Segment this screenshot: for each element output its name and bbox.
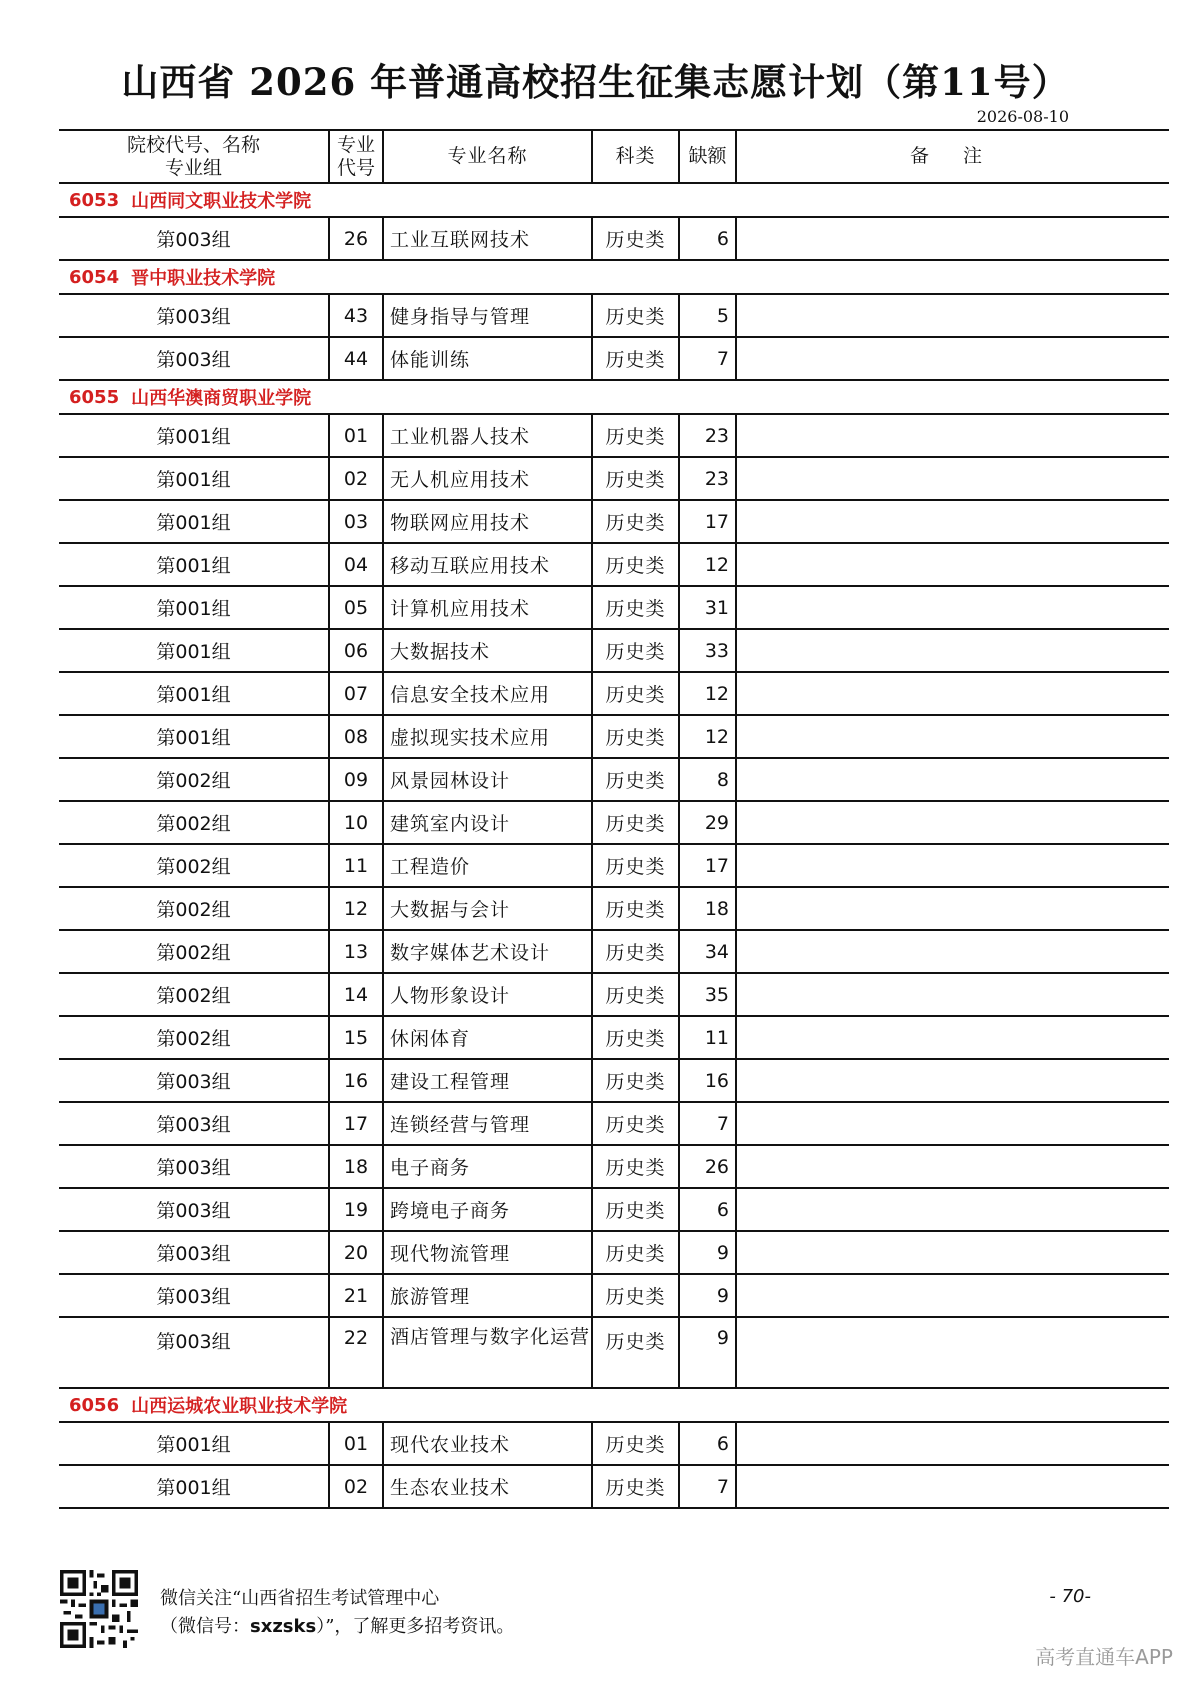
major-code-cell: 16 xyxy=(330,1060,384,1101)
group-cell: 第001组 xyxy=(59,458,330,499)
category-cell: 历史类 xyxy=(593,338,680,379)
group-cell: 第003组 xyxy=(59,1103,330,1144)
major-code-cell: 18 xyxy=(330,1146,384,1187)
remarks-cell xyxy=(737,1466,1169,1507)
group-cell: 第002组 xyxy=(59,974,330,1015)
major-code-cell: 26 xyxy=(330,218,384,259)
group-cell: 第002组 xyxy=(59,802,330,843)
remarks-cell xyxy=(737,1423,1169,1464)
quota-cell: 8 xyxy=(680,759,737,800)
header-remarks: 备 注 xyxy=(909,145,997,167)
category-cell: 历史类 xyxy=(593,218,680,259)
group-cell: 第001组 xyxy=(59,544,330,585)
major-name-cell: 数字媒体艺术设计 xyxy=(384,931,593,972)
category-cell: 历史类 xyxy=(593,1103,680,1144)
remarks-cell xyxy=(737,1017,1169,1058)
remarks-cell xyxy=(737,544,1169,585)
header-school-line1: 院校代号、名称 xyxy=(126,133,260,156)
remarks-cell xyxy=(737,1275,1169,1316)
table-row xyxy=(59,1423,1169,1466)
major-name-cell: 人物形象设计 xyxy=(384,974,593,1015)
table-row xyxy=(59,338,1169,381)
quota-cell: 29 xyxy=(680,802,737,843)
quota-cell: 12 xyxy=(680,673,737,714)
table-body xyxy=(59,184,1169,1509)
major-code-cell: 14 xyxy=(330,974,384,1015)
major-name-cell: 信息安全技术应用 xyxy=(384,673,593,714)
major-code-cell: 15 xyxy=(330,1017,384,1058)
major-name-cell: 生态农业技术 xyxy=(384,1466,593,1507)
major-name-cell: 建筑室内设计 xyxy=(384,802,593,843)
major-code-cell: 12 xyxy=(330,888,384,929)
group-cell: 第001组 xyxy=(59,1466,330,1507)
group-cell: 第002组 xyxy=(59,931,330,972)
quota-cell: 12 xyxy=(680,544,737,585)
major-name-cell: 现代农业技术 xyxy=(384,1423,593,1464)
category-cell: 历史类 xyxy=(593,845,680,886)
remarks-cell xyxy=(737,630,1169,671)
major-code-cell: 07 xyxy=(330,673,384,714)
table-row xyxy=(59,544,1169,587)
major-code-cell: 09 xyxy=(330,759,384,800)
major-code-cell: 01 xyxy=(330,1423,384,1464)
remarks-cell xyxy=(737,974,1169,1015)
school-heading xyxy=(59,381,1169,415)
major-name-cell: 工业机器人技术 xyxy=(384,415,593,456)
remarks-cell xyxy=(737,501,1169,542)
major-code-cell: 11 xyxy=(330,845,384,886)
major-name-cell: 计算机应用技术 xyxy=(384,587,593,628)
major-name-cell: 连锁经营与管理 xyxy=(384,1103,593,1144)
major-code-cell: 44 xyxy=(330,338,384,379)
group-cell: 第001组 xyxy=(59,587,330,628)
quota-cell: 6 xyxy=(680,218,737,259)
remarks-cell xyxy=(737,415,1169,456)
major-code-cell: 01 xyxy=(330,415,384,456)
quota-cell: 17 xyxy=(680,845,737,886)
major-code-cell: 05 xyxy=(330,587,384,628)
page-number: - 70- xyxy=(1049,1586,1091,1607)
header-major-code xyxy=(330,131,384,182)
quota-cell: 33 xyxy=(680,630,737,671)
quota-cell: 7 xyxy=(680,338,737,379)
table-row xyxy=(59,888,1169,931)
quota-cell: 7 xyxy=(680,1103,737,1144)
table-row xyxy=(59,415,1169,458)
category-cell: 历史类 xyxy=(593,1060,680,1101)
major-name-cell: 休闲体育 xyxy=(384,1017,593,1058)
quota-cell: 17 xyxy=(680,501,737,542)
category-cell: 历史类 xyxy=(593,759,680,800)
school-heading xyxy=(59,184,1169,218)
major-code-cell: 17 xyxy=(330,1103,384,1144)
quota-cell: 23 xyxy=(680,458,737,499)
major-name-cell: 酒店管理与数字化运营 xyxy=(384,1318,593,1387)
table-row xyxy=(59,1232,1169,1275)
table-row xyxy=(59,295,1169,338)
table-row xyxy=(59,845,1169,888)
header-major-name: 专业名称 xyxy=(384,131,593,182)
remarks-cell xyxy=(737,716,1169,757)
group-cell: 第001组 xyxy=(59,1423,330,1464)
remarks-cell xyxy=(737,1189,1169,1230)
publish-date: 2026-08-10 xyxy=(976,107,1069,126)
table-row xyxy=(59,1017,1169,1060)
category-cell: 历史类 xyxy=(593,1466,680,1507)
footer-line2 xyxy=(160,1613,514,1641)
major-code-cell: 13 xyxy=(330,931,384,972)
quota-cell: 26 xyxy=(680,1146,737,1187)
category-cell: 历史类 xyxy=(593,295,680,336)
header-school-line2: 专业组 xyxy=(164,156,222,179)
major-name-cell: 体能训练 xyxy=(384,338,593,379)
school-code: 6053 xyxy=(69,189,120,211)
quota-cell: 7 xyxy=(680,1466,737,1507)
remarks-cell xyxy=(737,338,1169,379)
remarks-cell xyxy=(737,931,1169,972)
group-cell: 第001组 xyxy=(59,716,330,757)
table-row xyxy=(59,1060,1169,1103)
table-row xyxy=(59,931,1169,974)
table-row xyxy=(59,802,1169,845)
header-major-code-line2: 代号 xyxy=(336,156,375,179)
footer-line1: 微信关注“山西省招生考试管理中心 xyxy=(160,1588,440,1609)
footer-wechat-note xyxy=(160,1585,514,1641)
category-cell: 历史类 xyxy=(593,1146,680,1187)
category-cell: 历史类 xyxy=(593,974,680,1015)
group-cell: 第001组 xyxy=(59,415,330,456)
quota-cell: 6 xyxy=(680,1189,737,1230)
major-code-cell: 06 xyxy=(330,630,384,671)
category-cell: 历史类 xyxy=(593,931,680,972)
table-row xyxy=(59,1466,1169,1509)
wechat-id: sxzsks xyxy=(250,1616,317,1637)
group-cell: 第003组 xyxy=(59,338,330,379)
major-code-cell: 02 xyxy=(330,458,384,499)
table-row xyxy=(59,218,1169,261)
category-cell: 历史类 xyxy=(593,1275,680,1316)
table-row xyxy=(59,587,1169,630)
school-code: 6054 xyxy=(69,266,120,288)
category-cell: 历史类 xyxy=(593,1232,680,1273)
remarks-cell xyxy=(737,458,1169,499)
category-cell: 历史类 xyxy=(593,544,680,585)
header-major-code-line1: 专业 xyxy=(336,133,375,156)
group-cell: 第003组 xyxy=(59,218,330,259)
group-cell: 第003组 xyxy=(59,1146,330,1187)
major-name-cell: 无人机应用技术 xyxy=(384,458,593,499)
major-code-cell: 08 xyxy=(330,716,384,757)
category-cell: 历史类 xyxy=(593,587,680,628)
table-row xyxy=(59,974,1169,1017)
watermark: 高考直通车APP xyxy=(1035,1645,1173,1669)
school-heading xyxy=(59,261,1169,295)
remarks-cell xyxy=(737,673,1169,714)
table-row xyxy=(59,1146,1169,1189)
major-name-cell: 物联网应用技术 xyxy=(384,501,593,542)
category-cell: 历史类 xyxy=(593,1318,680,1387)
footer-line2-prefix: （微信号： xyxy=(160,1616,250,1637)
category-cell: 历史类 xyxy=(593,802,680,843)
qr-code-icon xyxy=(60,1570,138,1648)
quota-cell: 18 xyxy=(680,888,737,929)
page-title: 山西省 2026 年普通高校招生征集志愿计划（第11号） xyxy=(121,60,1070,104)
major-code-cell: 21 xyxy=(330,1275,384,1316)
major-code-cell: 03 xyxy=(330,501,384,542)
table-row xyxy=(59,501,1169,544)
table-row xyxy=(59,458,1169,501)
footer-line2-suffix: ）”，了解更多招考资讯。 xyxy=(316,1616,515,1637)
table-row xyxy=(59,1275,1169,1318)
quota-cell: 16 xyxy=(680,1060,737,1101)
major-code-cell: 43 xyxy=(330,295,384,336)
remarks-cell xyxy=(737,295,1169,336)
quota-cell: 31 xyxy=(680,587,737,628)
table-row xyxy=(59,716,1169,759)
remarks-cell xyxy=(737,759,1169,800)
remarks-cell xyxy=(737,1146,1169,1187)
quota-cell: 11 xyxy=(680,1017,737,1058)
major-name-cell: 旅游管理 xyxy=(384,1275,593,1316)
group-cell: 第001组 xyxy=(59,673,330,714)
group-cell: 第002组 xyxy=(59,845,330,886)
table-row xyxy=(59,1318,1169,1389)
remarks-cell xyxy=(737,1232,1169,1273)
major-name-cell: 大数据技术 xyxy=(384,630,593,671)
category-cell: 历史类 xyxy=(593,1017,680,1058)
major-name-cell: 建设工程管理 xyxy=(384,1060,593,1101)
header-quota: 缺额 xyxy=(680,131,737,182)
remarks-cell xyxy=(737,1318,1169,1387)
category-cell: 历史类 xyxy=(593,501,680,542)
school-code: 6055 xyxy=(69,386,120,408)
quota-cell: 23 xyxy=(680,415,737,456)
group-cell: 第003组 xyxy=(59,1060,330,1101)
quota-cell: 9 xyxy=(680,1232,737,1273)
category-cell: 历史类 xyxy=(593,415,680,456)
major-name-cell: 虚拟现实技术应用 xyxy=(384,716,593,757)
major-code-cell: 22 xyxy=(330,1318,384,1387)
major-name-cell: 工程造价 xyxy=(384,845,593,886)
major-name-cell: 健身指导与管理 xyxy=(384,295,593,336)
remarks-cell xyxy=(737,587,1169,628)
category-cell: 历史类 xyxy=(593,630,680,671)
table-row xyxy=(59,630,1169,673)
quota-cell: 34 xyxy=(680,931,737,972)
school-name: 山西同文职业技术学院 xyxy=(131,191,312,212)
quota-table xyxy=(59,129,1169,1509)
remarks-cell xyxy=(737,802,1169,843)
remarks-cell xyxy=(737,218,1169,259)
quota-cell: 35 xyxy=(680,974,737,1015)
group-cell: 第003组 xyxy=(59,295,330,336)
quota-cell: 5 xyxy=(680,295,737,336)
quota-cell: 6 xyxy=(680,1423,737,1464)
school-name: 山西华澳商贸职业学院 xyxy=(131,388,312,409)
group-cell: 第002组 xyxy=(59,759,330,800)
group-cell: 第002组 xyxy=(59,888,330,929)
major-name-cell: 工业互联网技术 xyxy=(384,218,593,259)
category-cell: 历史类 xyxy=(593,458,680,499)
major-name-cell: 移动互联应用技术 xyxy=(384,544,593,585)
group-cell: 第003组 xyxy=(59,1275,330,1316)
group-cell: 第002组 xyxy=(59,1017,330,1058)
school-name: 山西运城农业职业技术学院 xyxy=(131,1396,348,1417)
group-cell: 第003组 xyxy=(59,1318,330,1387)
major-name-cell: 现代物流管理 xyxy=(384,1232,593,1273)
quota-cell: 12 xyxy=(680,716,737,757)
header-school-group xyxy=(59,131,330,182)
table-row xyxy=(59,673,1169,716)
major-name-cell: 电子商务 xyxy=(384,1146,593,1187)
school-name: 晋中职业技术学院 xyxy=(131,268,276,289)
category-cell: 历史类 xyxy=(593,888,680,929)
major-name-cell: 大数据与会计 xyxy=(384,888,593,929)
quota-cell: 9 xyxy=(680,1318,737,1387)
header-category: 科类 xyxy=(593,131,680,182)
major-name-cell: 风景园林设计 xyxy=(384,759,593,800)
remarks-cell xyxy=(737,1060,1169,1101)
category-cell: 历史类 xyxy=(593,1189,680,1230)
major-code-cell: 20 xyxy=(330,1232,384,1273)
remarks-cell xyxy=(737,1103,1169,1144)
group-cell: 第001组 xyxy=(59,630,330,671)
category-cell: 历史类 xyxy=(593,716,680,757)
table-row xyxy=(59,1103,1169,1146)
major-code-cell: 19 xyxy=(330,1189,384,1230)
remarks-cell xyxy=(737,845,1169,886)
category-cell: 历史类 xyxy=(593,673,680,714)
remarks-cell xyxy=(737,888,1169,929)
school-heading xyxy=(59,1389,1169,1423)
major-code-cell: 02 xyxy=(330,1466,384,1507)
major-code-cell: 04 xyxy=(330,544,384,585)
table-header xyxy=(59,131,1169,184)
group-cell: 第003组 xyxy=(59,1189,330,1230)
group-cell: 第003组 xyxy=(59,1232,330,1273)
major-code-cell: 10 xyxy=(330,802,384,843)
major-name-cell: 跨境电子商务 xyxy=(384,1189,593,1230)
table-row xyxy=(59,1189,1169,1232)
table-row xyxy=(59,759,1169,802)
school-code: 6056 xyxy=(69,1394,120,1416)
category-cell: 历史类 xyxy=(593,1423,680,1464)
group-cell: 第001组 xyxy=(59,501,330,542)
quota-cell: 9 xyxy=(680,1275,737,1316)
